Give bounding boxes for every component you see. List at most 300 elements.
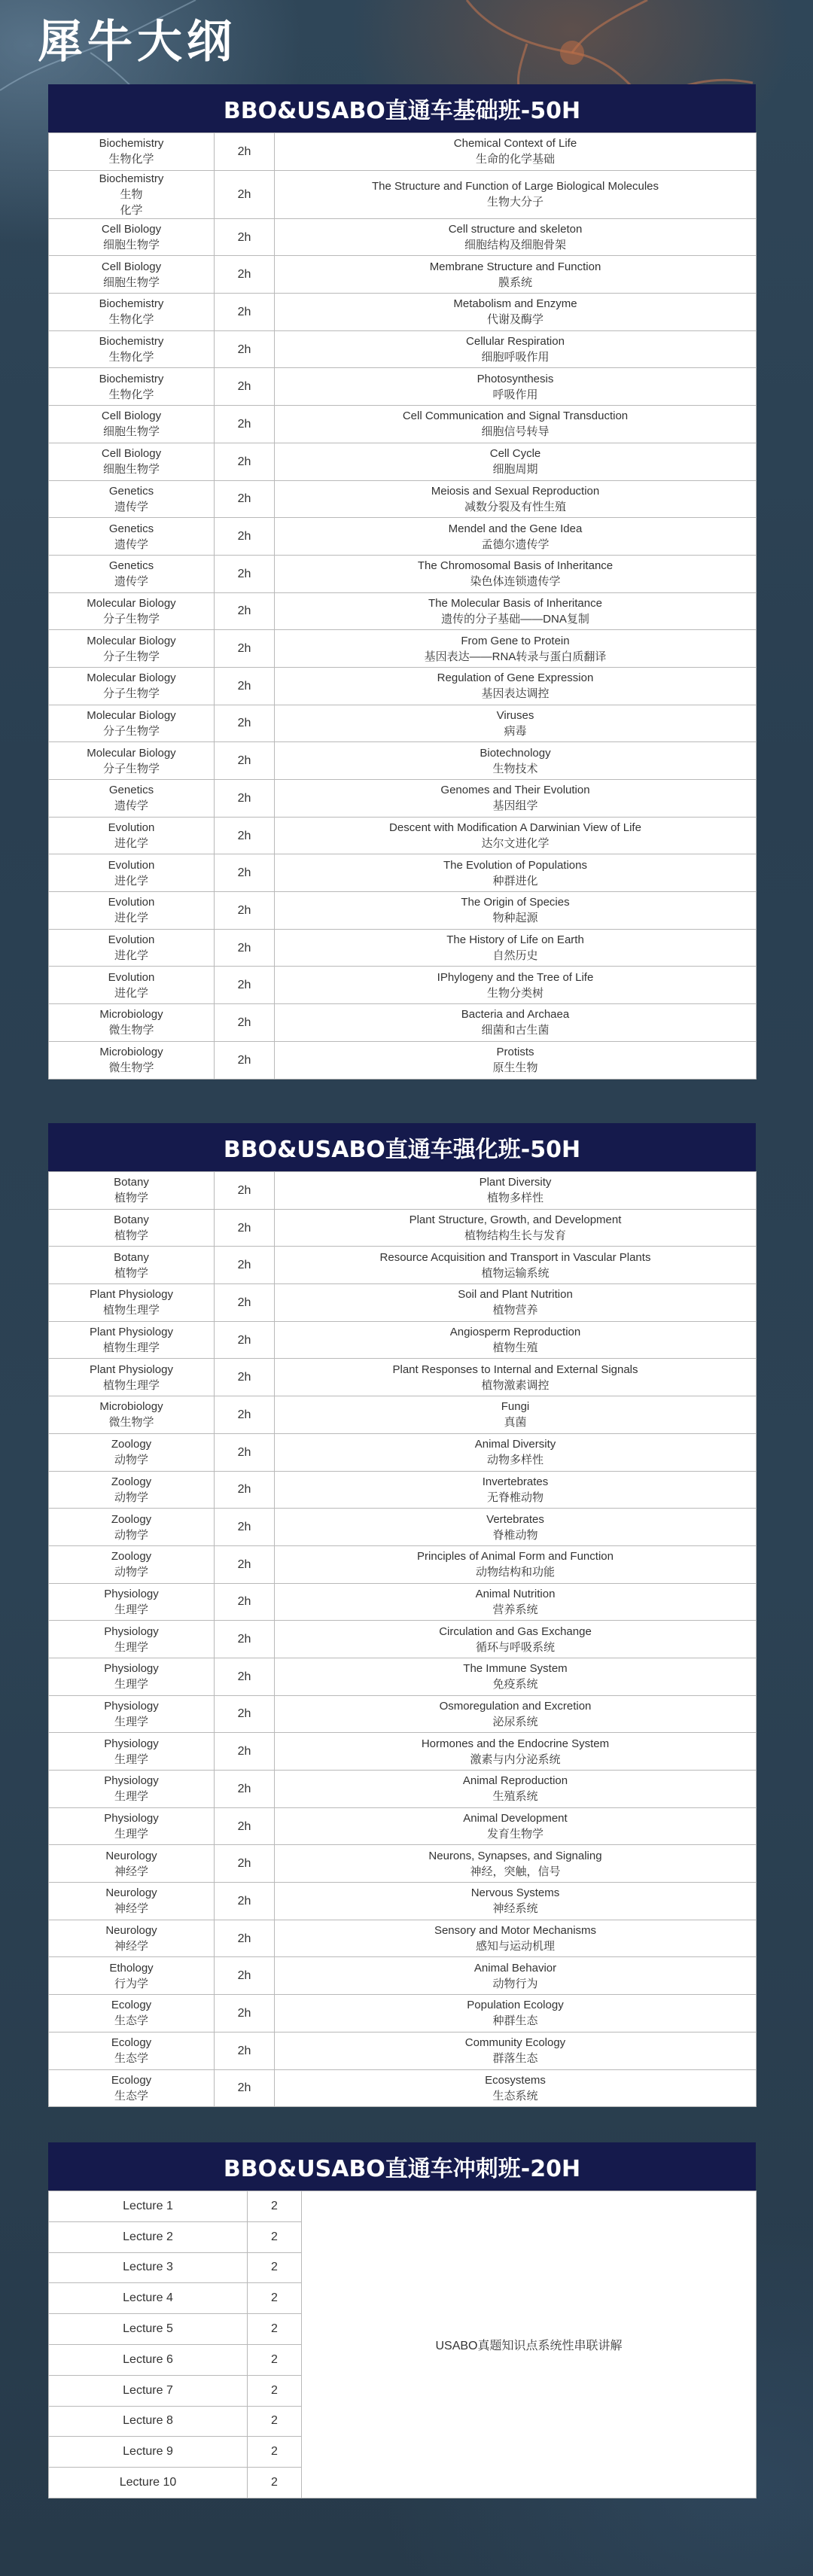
intensive-course-rows	[49, 1172, 757, 2107]
hours-cell: 2h	[215, 218, 275, 256]
subject-text: 微生物学	[108, 1024, 154, 1037]
subject-text: Biochemistry	[99, 297, 164, 311]
subject-text: Genetics	[108, 484, 154, 498]
subject-text: Zoology	[111, 1438, 152, 1451]
topic-text: 呼吸作用	[492, 388, 538, 401]
topic-cell	[275, 133, 757, 171]
lecture-name: Lecture 3	[49, 2252, 248, 2283]
lecture-name: Lecture 1	[49, 2191, 248, 2222]
topic-text: 基因表达调控	[481, 687, 550, 701]
subject-cell	[49, 1396, 215, 1434]
topic-text: Animal Reproduction	[462, 1774, 568, 1788]
topic-text: 感知与运动机理	[475, 1940, 555, 1953]
subject-text: Botany	[114, 1213, 149, 1227]
foundation-course-title: BBO&USABO直通车基础班-50H	[48, 84, 756, 132]
subject-text: 植物学	[114, 1192, 148, 1205]
subject-text: Cell Biology	[101, 410, 162, 423]
topic-text: 泌尿系统	[492, 1715, 538, 1728]
topic-cell	[275, 1433, 757, 1471]
subject-text: 遗传学	[114, 537, 148, 551]
hours-cell: 2h	[215, 967, 275, 1004]
hours-cell: 2h	[215, 780, 275, 818]
topic-text: 代谢及酶学	[486, 313, 544, 327]
topic-text: Osmoregulation and Excretion	[439, 1699, 592, 1713]
subject-text: 行为学	[114, 1977, 148, 1990]
course-row	[49, 1396, 757, 1434]
course-row	[49, 1284, 757, 1322]
course-row	[49, 1883, 757, 1920]
topic-text: Community Ecology	[464, 2036, 566, 2050]
subject-text: Molecular Biology	[87, 596, 176, 610]
course-row	[49, 1807, 757, 1845]
subject-cell	[49, 2032, 215, 2069]
lecture-name: Lecture 2	[49, 2221, 248, 2252]
topic-text: 生物技术	[492, 762, 538, 775]
topic-cell	[275, 1041, 757, 1079]
hours-cell: 2h	[215, 1995, 275, 2032]
subject-text: 进化学	[114, 949, 148, 963]
topic-text: 生物分类树	[486, 986, 544, 1000]
subject-cell	[49, 1845, 215, 1883]
topic-text: Plant Responses to Internal and External Signals	[392, 1363, 638, 1376]
subject-text: 细胞生物学	[102, 276, 160, 289]
subject-text: Microbiology	[99, 1400, 163, 1414]
subject-text: 细胞生物学	[102, 239, 160, 252]
topic-text: 动物结构和功能	[475, 1566, 555, 1579]
topic-cell	[275, 1209, 757, 1247]
hours-cell: 2h	[215, 1359, 275, 1396]
subject-cell	[49, 592, 215, 630]
subject-cell	[49, 892, 215, 930]
subject-cell	[49, 1172, 215, 1210]
course-row	[49, 1658, 757, 1695]
subject-text: 神经学	[114, 1902, 148, 1916]
topic-text: Chemical Context of Life	[453, 137, 577, 151]
subject-text: 生物化学	[108, 153, 154, 166]
course-row	[49, 1471, 757, 1509]
topic-text: Ecosystems	[485, 2073, 546, 2087]
subject-cell	[49, 1284, 215, 1322]
lecture-hours: 2	[248, 2375, 302, 2406]
lecture-name: Lecture 8	[49, 2406, 248, 2437]
course-row	[49, 1621, 757, 1658]
subject-cell	[49, 1695, 215, 1733]
topic-cell	[275, 780, 757, 818]
subject-cell	[49, 1004, 215, 1042]
topic-text: Biotechnology	[480, 746, 551, 760]
course-row	[49, 1583, 757, 1621]
sprint-course-title: BBO&USABO直通车冲刺班-20H	[48, 2142, 756, 2191]
topic-text: 植物生殖	[492, 1341, 538, 1355]
course-row	[49, 630, 757, 668]
topic-text: 自然历史	[492, 949, 538, 963]
subject-cell	[49, 1433, 215, 1471]
topic-text: 膜系统	[498, 276, 532, 289]
topic-text: Plant Structure, Growth, and Development	[409, 1213, 622, 1227]
topic-text: Regulation of Gene Expression	[437, 671, 594, 685]
course-row	[49, 443, 757, 480]
hours-cell: 2h	[215, 1321, 275, 1359]
subject-text: 分子生物学	[102, 687, 160, 701]
topic-text: Neurons, Synapses, and Signaling	[428, 1849, 602, 1862]
lecture-hours: 2	[248, 2468, 302, 2498]
subject-text: Genetics	[108, 784, 154, 797]
subject-text: 植物生理学	[102, 1378, 160, 1392]
subject-text: 动物学	[114, 1528, 148, 1542]
subject-text: 细胞生物学	[102, 463, 160, 477]
subject-text: Biochemistry	[99, 372, 164, 385]
topic-text: Cell Communication and Signal Transduction	[402, 410, 629, 423]
lecture-name: Lecture 7	[49, 2375, 248, 2406]
subject-cell	[49, 1041, 215, 1079]
foundation-course-rows	[49, 133, 757, 1079]
topic-text: The Origin of Species	[461, 896, 570, 909]
course-row	[49, 1545, 757, 1583]
subject-text: 动物学	[114, 1566, 148, 1579]
hours-cell: 2h	[215, 1920, 275, 1957]
subject-text: Zoology	[111, 1550, 152, 1564]
topic-text: The Chromosomal Basis of Inheritance	[417, 559, 614, 573]
hours-cell: 2h	[215, 1621, 275, 1658]
hours-cell: 2h	[215, 667, 275, 705]
hours-cell: 2h	[215, 1957, 275, 1995]
course-row	[49, 1433, 757, 1471]
course-row	[49, 2032, 757, 2069]
foundation-course-table	[48, 132, 757, 1079]
topic-text: The Structure and Function of Large Biological Molecules	[371, 180, 659, 193]
course-row	[49, 2069, 757, 2107]
intensive-course-section	[48, 1123, 756, 2107]
lecture-hours: 2	[248, 2252, 302, 2283]
topic-text: Sensory and Motor Mechanisms	[434, 1924, 597, 1938]
topic-cell	[275, 1509, 757, 1546]
topic-text: 生命的化学基础	[475, 153, 555, 166]
topic-text: 细胞周期	[492, 463, 538, 477]
topic-text: 达尔文进化学	[481, 837, 550, 851]
hours-cell: 2h	[215, 1845, 275, 1883]
subject-cell	[49, 294, 215, 331]
subject-text: 微生物学	[108, 1416, 154, 1430]
lecture-row	[49, 2191, 757, 2222]
subject-cell	[49, 817, 215, 854]
hours-cell: 2h	[215, 480, 275, 518]
topic-text: The Molecular Basis of Inheritance	[428, 596, 602, 610]
subject-text: 遗传学	[114, 799, 148, 813]
course-row	[49, 967, 757, 1004]
subject-text: 分子生物学	[102, 612, 160, 626]
topic-text: Population Ecology	[467, 1999, 564, 2012]
hours-cell: 2h	[215, 1545, 275, 1583]
topic-text: 循环与呼吸系统	[475, 1640, 555, 1654]
course-row	[49, 1733, 757, 1771]
topic-cell	[275, 1883, 757, 1920]
subject-text: Plant Physiology	[90, 1363, 173, 1376]
hours-cell: 2h	[215, 929, 275, 967]
hours-cell: 2h	[215, 1396, 275, 1434]
subject-text: Physiology	[104, 1737, 159, 1750]
course-row	[49, 592, 757, 630]
topic-text: 原生生物	[492, 1061, 538, 1075]
subject-text: Plant Physiology	[90, 1288, 173, 1302]
topic-cell	[275, 1658, 757, 1695]
subject-cell	[49, 1957, 215, 1995]
topic-text: Cell Cycle	[489, 447, 541, 461]
subject-text: Evolution	[108, 896, 155, 909]
topic-text: 群落生态	[492, 2052, 538, 2066]
hours-cell: 2h	[215, 1695, 275, 1733]
hours-cell: 2h	[215, 406, 275, 443]
course-row	[49, 780, 757, 818]
subject-text: Physiology	[104, 1812, 159, 1825]
topic-cell	[275, 1957, 757, 1995]
subject-cell	[49, 480, 215, 518]
subject-text: 进化学	[114, 837, 148, 851]
subject-text: Ecology	[111, 2073, 152, 2087]
subject-text: Neurology	[105, 1849, 157, 1862]
subject-cell	[49, 1583, 215, 1621]
subject-cell	[49, 1995, 215, 2032]
hours-cell: 2h	[215, 2032, 275, 2069]
topic-text: 生殖系统	[492, 1790, 538, 1804]
topic-text: Animal Diversity	[474, 1438, 556, 1451]
subject-text: Evolution	[108, 970, 155, 984]
lecture-hours: 2	[248, 2344, 302, 2375]
topic-text: Hormones and the Endocrine System	[421, 1737, 610, 1750]
course-row	[49, 133, 757, 171]
topic-text: 细胞信号转导	[481, 425, 550, 439]
hours-cell: 2h	[215, 1209, 275, 1247]
subject-text: 分子生物学	[102, 650, 160, 663]
topic-cell	[275, 967, 757, 1004]
hours-cell: 2h	[215, 1004, 275, 1042]
subject-text: Molecular Biology	[87, 708, 176, 722]
subject-text: Botany	[114, 1176, 149, 1189]
topic-text: Genomes and Their Evolution	[440, 784, 590, 797]
subject-text: 分子生物学	[102, 724, 160, 738]
topic-text: 脊椎动物	[492, 1528, 538, 1542]
subject-text: 进化学	[114, 912, 148, 925]
hours-cell: 2h	[215, 742, 275, 780]
subject-text: 进化学	[114, 986, 148, 1000]
hours-cell: 2h	[215, 1471, 275, 1509]
course-row	[49, 1247, 757, 1284]
topic-cell	[275, 480, 757, 518]
foundation-course-section	[48, 84, 756, 1079]
topic-text: 真菌	[504, 1416, 527, 1430]
hours-cell: 2h	[215, 555, 275, 592]
course-row	[49, 330, 757, 368]
topic-cell	[275, 1471, 757, 1509]
subject-text: 生态学	[114, 2014, 148, 2028]
subject-cell	[49, 555, 215, 592]
subject-cell	[49, 967, 215, 1004]
subject-text: Ecology	[111, 1999, 152, 2012]
subject-text: 生物化学	[108, 388, 154, 401]
hours-cell: 2h	[215, 133, 275, 171]
subject-text: 生理学	[114, 1790, 148, 1804]
topic-cell	[275, 1284, 757, 1322]
subject-cell	[49, 218, 215, 256]
topic-text: 孟德尔遗传学	[481, 537, 550, 551]
subject-text: Ethology	[109, 1961, 154, 1975]
subject-text: 植物生理学	[102, 1341, 160, 1355]
topic-text: Cell structure and skeleton	[448, 223, 583, 236]
topic-text: Fungi	[501, 1400, 530, 1414]
topic-cell	[275, 170, 757, 218]
topic-text: Vertebrates	[486, 1512, 544, 1526]
subject-text: Microbiology	[99, 1046, 163, 1059]
subject-text: Zoology	[111, 1512, 152, 1526]
topic-text: 种群进化	[492, 874, 538, 888]
hours-cell: 2h	[215, 368, 275, 406]
subject-text: Cell Biology	[101, 223, 162, 236]
sprint-lecture-rows	[49, 2191, 757, 2498]
topic-cell	[275, 1247, 757, 1284]
course-row	[49, 1771, 757, 1808]
topic-cell	[275, 1583, 757, 1621]
subject-cell	[49, 1883, 215, 1920]
subject-text: 生态学	[114, 2052, 148, 2066]
subject-text: 生物	[120, 187, 143, 201]
topic-cell	[275, 1321, 757, 1359]
subject-text: 动物学	[114, 1490, 148, 1504]
page-title: 犀牛大纲	[38, 16, 236, 69]
course-row	[49, 368, 757, 406]
intensive-course-title: BBO&USABO直通车强化班-50H	[48, 1123, 756, 1171]
topic-text: 细胞结构及细胞骨架	[464, 239, 566, 252]
hours-cell: 2h	[215, 170, 275, 218]
hours-cell: 2h	[215, 330, 275, 368]
topic-cell	[275, 406, 757, 443]
course-row	[49, 1321, 757, 1359]
hours-cell: 2h	[215, 518, 275, 556]
course-row	[49, 170, 757, 218]
topic-text: 减数分裂及有性生殖	[464, 500, 566, 513]
topic-text: 细菌和古生菌	[481, 1024, 550, 1037]
lecture-hours: 2	[248, 2191, 302, 2222]
subject-cell	[49, 1471, 215, 1509]
subject-text: Genetics	[108, 559, 154, 573]
topic-cell	[275, 817, 757, 854]
lecture-hours: 2	[248, 2437, 302, 2468]
subject-cell	[49, 1733, 215, 1771]
subject-text: Neurology	[105, 1886, 157, 1900]
topic-text: Mendel and the Gene Idea	[448, 522, 583, 535]
lecture-hours: 2	[248, 2221, 302, 2252]
subject-text: 植物学	[114, 1229, 148, 1243]
topic-text: 基因组学	[492, 799, 538, 813]
topic-cell	[275, 368, 757, 406]
course-row	[49, 1845, 757, 1883]
subject-text: Plant Physiology	[90, 1326, 173, 1339]
topic-text: Cellular Respiration	[466, 335, 565, 349]
subject-text: Botany	[114, 1250, 149, 1264]
subject-cell	[49, 170, 215, 218]
subject-text: 生理学	[114, 1603, 148, 1616]
sprint-course-table	[48, 2191, 757, 2498]
subject-cell	[49, 1771, 215, 1808]
topic-text: Metabolism and Enzyme	[453, 297, 577, 311]
subject-cell	[49, 1321, 215, 1359]
topic-cell	[275, 2032, 757, 2069]
topic-text: 物种起源	[492, 912, 538, 925]
topic-text: Bacteria and Archaea	[461, 1008, 570, 1022]
topic-text: 遗传的分子基础——DNA复制	[441, 612, 589, 626]
subject-text: 分子生物学	[102, 762, 160, 775]
topic-cell	[275, 218, 757, 256]
topic-text: The Immune System	[463, 1662, 568, 1676]
course-row	[49, 555, 757, 592]
subject-text: Evolution	[108, 933, 155, 947]
course-row	[49, 256, 757, 294]
topic-cell	[275, 256, 757, 294]
course-row	[49, 1041, 757, 1079]
topic-cell	[275, 1733, 757, 1771]
subject-text: 神经学	[114, 1865, 148, 1878]
topic-text: 营养系统	[492, 1603, 538, 1616]
subject-cell	[49, 368, 215, 406]
topic-text: Animal Behavior	[473, 1961, 557, 1975]
topic-cell	[275, 1771, 757, 1808]
subject-text: Evolution	[108, 821, 155, 835]
subject-text: 生理学	[114, 1715, 148, 1728]
topic-text: 基因表达——RNA转录与蛋白质翻译	[424, 650, 607, 663]
subject-text: Cell Biology	[101, 260, 162, 273]
subject-cell	[49, 1920, 215, 1957]
topic-text: The Evolution of Populations	[443, 858, 587, 872]
topic-cell	[275, 1695, 757, 1733]
course-row	[49, 406, 757, 443]
hours-cell: 2h	[215, 1041, 275, 1079]
subject-text: 细胞生物学	[102, 425, 160, 439]
topic-cell	[275, 1172, 757, 1210]
topic-cell	[275, 2069, 757, 2107]
topic-text: 细胞呼吸作用	[481, 351, 550, 364]
lecture-name: Lecture 9	[49, 2437, 248, 2468]
topic-cell	[275, 705, 757, 742]
course-row	[49, 218, 757, 256]
subject-text: 微生物学	[108, 1061, 154, 1075]
subject-text: Evolution	[108, 858, 155, 872]
hours-cell: 2h	[215, 1771, 275, 1808]
topic-text: 免疫系统	[492, 1678, 538, 1691]
subject-text: 神经学	[114, 1940, 148, 1953]
hours-cell: 2h	[215, 1883, 275, 1920]
subject-cell	[49, 2069, 215, 2107]
hours-cell: 2h	[215, 1807, 275, 1845]
course-row	[49, 705, 757, 742]
topic-text: 植物运输系统	[481, 1266, 550, 1280]
topic-cell	[275, 518, 757, 556]
subject-cell	[49, 443, 215, 480]
course-row	[49, 892, 757, 930]
lecture-name: Lecture 10	[49, 2468, 248, 2498]
hours-cell: 2h	[215, 256, 275, 294]
topic-text: 激素与内分泌系统	[470, 1752, 561, 1766]
course-row	[49, 1920, 757, 1957]
subject-text: Genetics	[108, 522, 154, 535]
topic-cell	[275, 667, 757, 705]
topic-cell	[275, 1004, 757, 1042]
topic-text: Animal Nutrition	[475, 1587, 556, 1600]
subject-cell	[49, 854, 215, 892]
course-row	[49, 854, 757, 892]
subject-text: 生物化学	[108, 351, 154, 364]
topic-text: Circulation and Gas Exchange	[439, 1624, 592, 1638]
sprint-course-section	[48, 2142, 756, 2498]
hours-cell: 2h	[215, 705, 275, 742]
subject-text: Physiology	[104, 1662, 159, 1676]
